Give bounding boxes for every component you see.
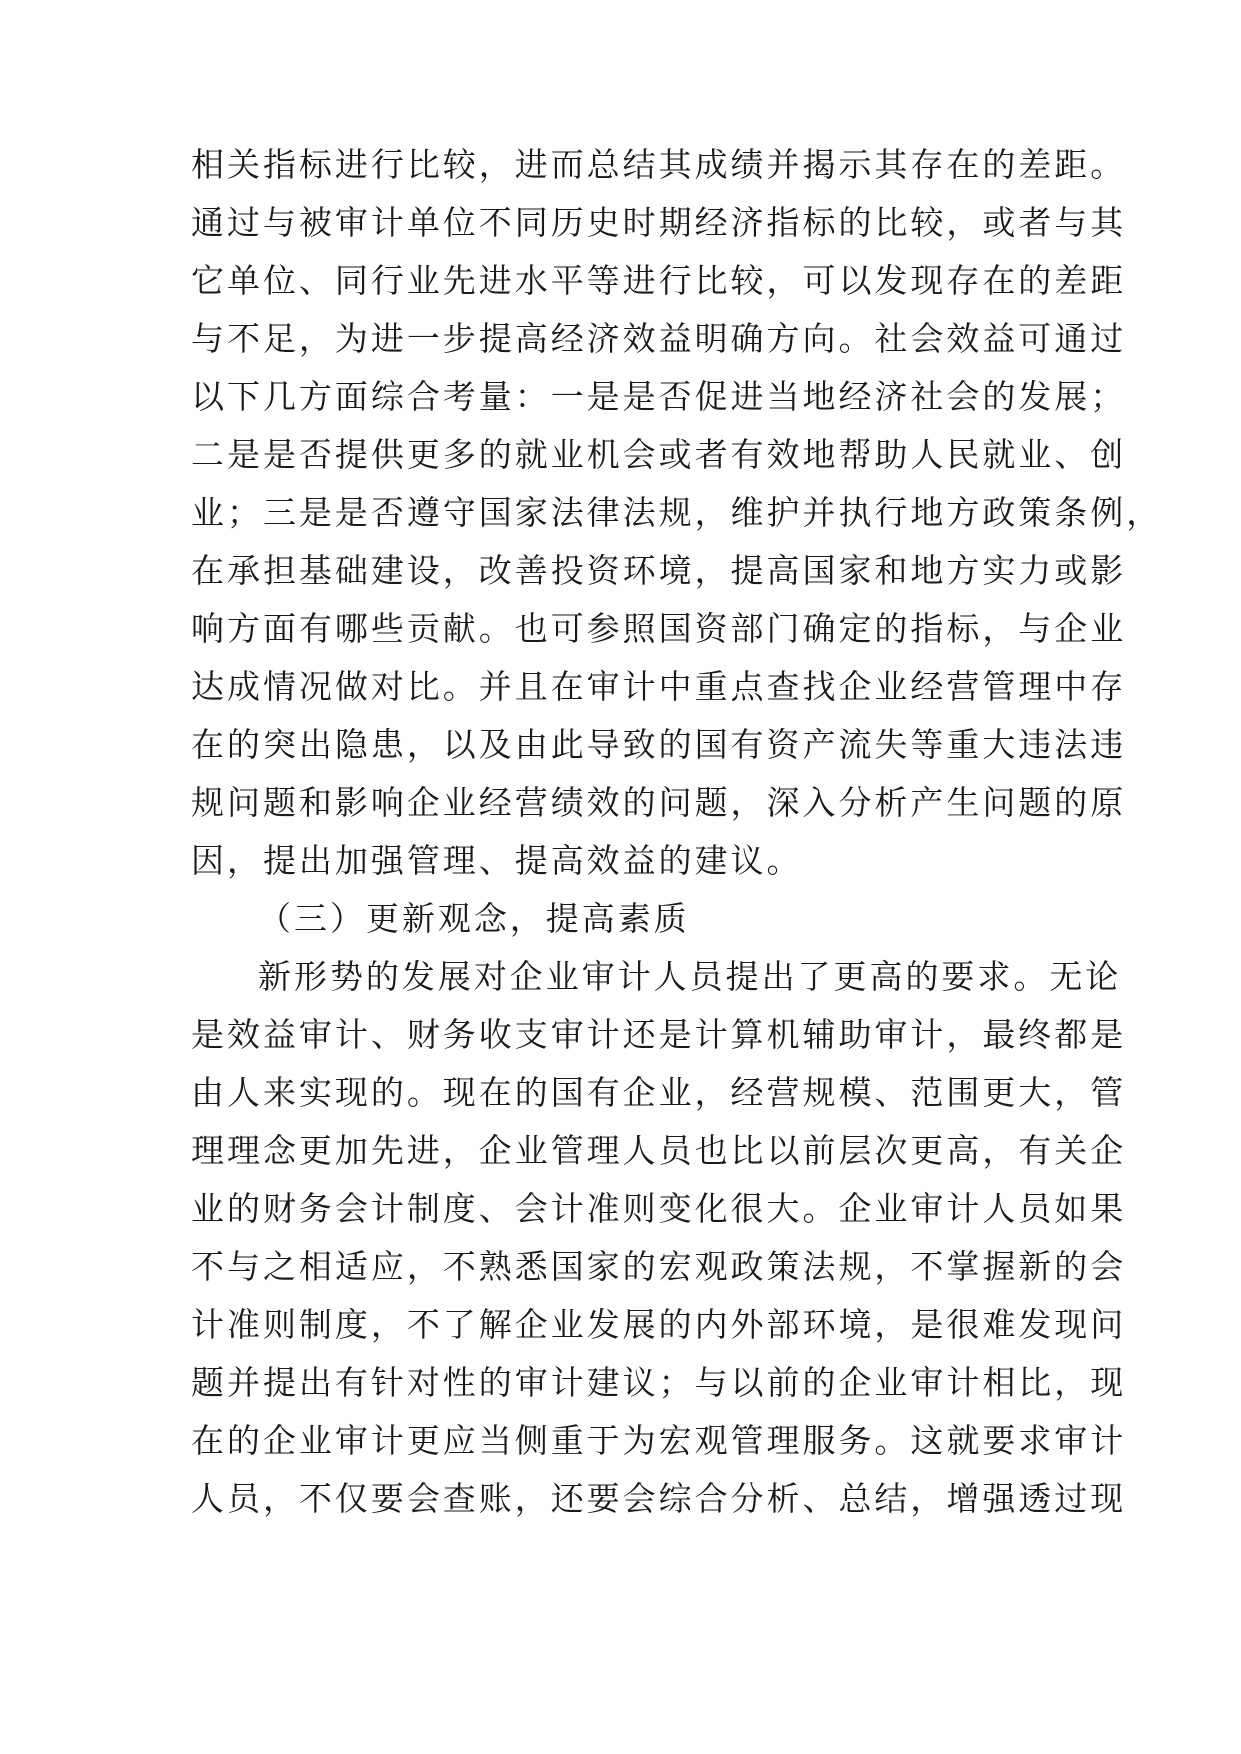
paragraph-line: 以下几方面综合考量：一是是否促进当地经济社会的发展； [191,377,1127,416]
paragraph-line: 是效益审计、财务收支审计还是计算机辅助审计，最终都是 [191,1015,1127,1054]
paragraph-line: 业的财务会计制度、会计准则变化很大。企业审计人员如果 [191,1189,1127,1228]
paragraph-line: 与不足，为进一步提高经济效益明确方向。社会效益可通过 [191,319,1127,358]
paragraph-line: 计准则制度，不了解企业发展的内外部环境，是很难发现问 [191,1305,1127,1344]
paragraph-line: 不与之相适应，不熟悉国家的宏观政策法规，不掌握新的会 [191,1247,1127,1286]
paragraph-line: 题并提出有针对性的审计建议；与以前的企业审计相比，现 [191,1363,1127,1402]
paragraph-line: 它单位、同行业先进水平等进行比较，可以发现存在的差距 [191,261,1127,300]
paragraph-line: 通过与被审计单位不同历史时期经济指标的比较，或者与其 [191,203,1127,242]
paragraph-line: 二是是否提供更多的就业机会或者有效地帮助人民就业、创 [191,435,1127,474]
paragraph-line: 相关指标进行比较，进而总结其成绩并揭示其存在的差距。 [191,145,1127,184]
paragraph-line: 业；三是是否遵守国家法律法规，维护并执行地方政策条例， [191,493,1163,532]
section-heading: （三）更新观念，提高素质 [258,899,690,938]
paragraph-line: 人员，不仅要会查账，还要会综合分析、总结，增强透过现 [191,1479,1127,1518]
paragraph-line: 达成情况做对比。并且在审计中重点查找企业经营管理中存 [191,667,1127,706]
paragraph-line: 理理念更加先进，企业管理人员也比以前层次更高，有关企 [191,1131,1127,1170]
paragraph-line: 因，提出加强管理、提高效益的建议。 [191,841,803,880]
paragraph-line: 新形势的发展对企业审计人员提出了更高的要求。无论 [258,957,1122,996]
paragraph-line: 在的企业审计更应当侧重于为宏观管理服务。这就要求审计 [191,1421,1127,1460]
paragraph-line: 响方面有哪些贡献。也可参照国资部门确定的指标，与企业 [191,609,1127,648]
paragraph-line: 在的突出隐患，以及由此导致的国有资产流失等重大违法违 [191,725,1127,764]
paragraph-line: 规问题和影响企业经营绩效的问题，深入分析产生问题的原 [191,783,1127,822]
paragraph-line: 在承担基础建设，改善投资环境，提高国家和地方实力或影 [191,551,1127,590]
paragraph-line: 由人来实现的。现在的国有企业，经营规模、范围更大，管 [191,1073,1127,1112]
